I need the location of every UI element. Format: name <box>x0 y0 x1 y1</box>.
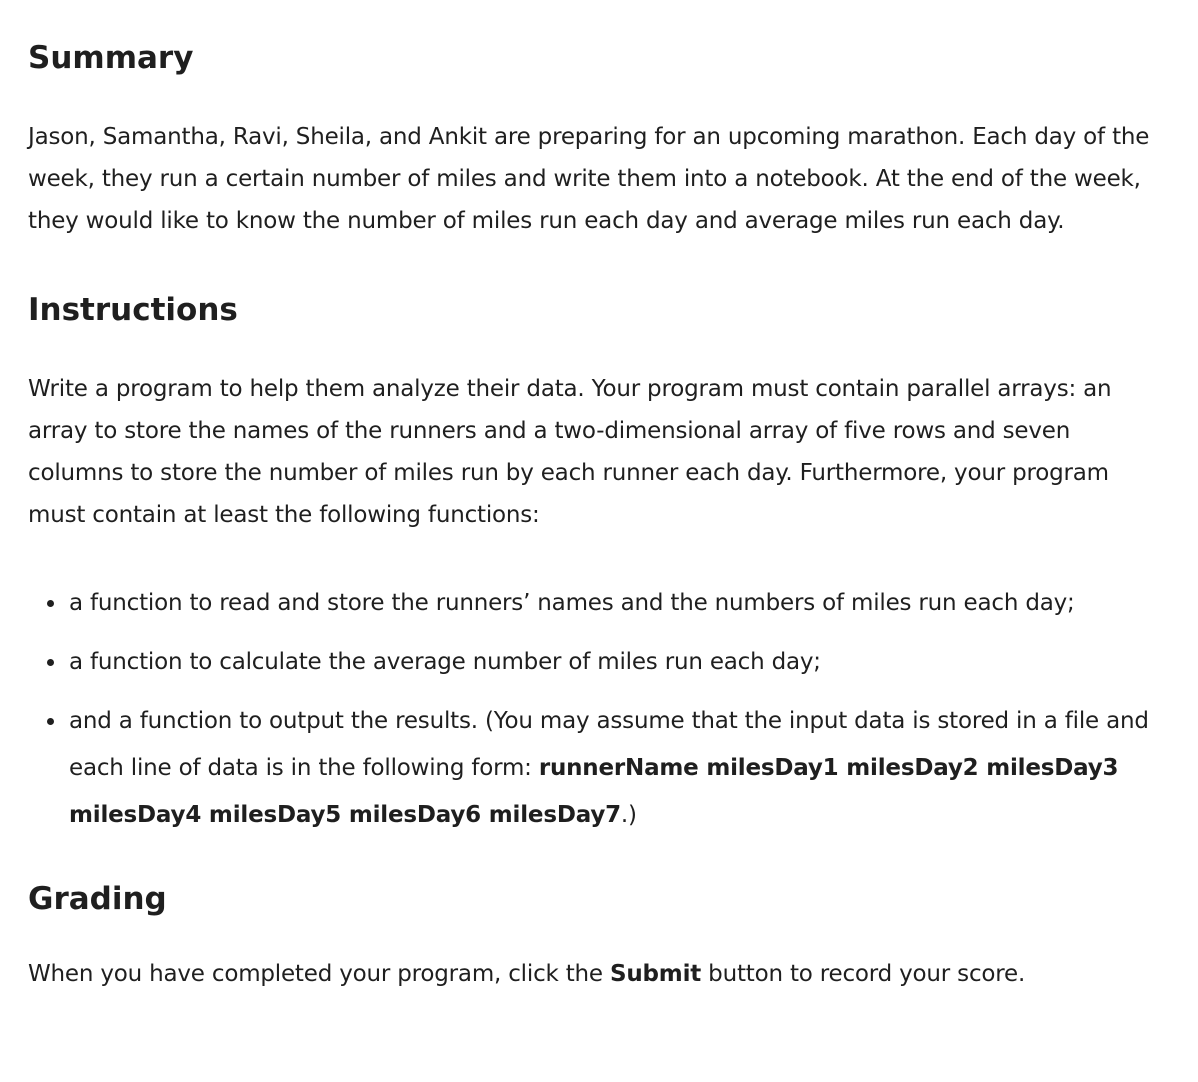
list-item: a function to read and store the runners’ names and the numbers of miles run each day; <box>69 580 1170 627</box>
instructions-text: Write a program to help them analyze their data. Your program must contain parallel arrays: an array to store the names of the runners and a two-dimensional array of five rows and seven columns to store the number of miles run by each runner each day. Furthermore, your program must contain at least the following functions: <box>28 376 1112 528</box>
summary-text: Jason, Samantha, Ravi, Sheila, and Ankit are preparing for an upcoming marathon. Each day of the week, they run a certain number of miles and write them into a notebook. At the end of the week, they would like to know the number of miles run each day and average miles run each day. <box>28 124 1150 234</box>
grading-text-end: button to record your score. <box>701 961 1026 987</box>
input-format: runnerName milesDay1 milesDay2 milesDay3 milesDay4 milesDay5 milesDay6 milesDay7 <box>69 755 1119 828</box>
list-item <box>69 698 1170 839</box>
submit-reference: Submit <box>610 961 702 987</box>
instructions-heading: Instructions <box>28 292 238 328</box>
summary-heading: Summary <box>28 40 194 76</box>
list-item-text-end: .) <box>620 802 637 828</box>
list-item-text: and a function to output the results. (You may assume that the input data is stored in a file and each line of data is in the following form: <box>69 708 1149 781</box>
grading-text-start: When you have completed your program, click the <box>28 961 610 987</box>
grading-text <box>28 953 1170 995</box>
grading-heading: Grading <box>28 881 167 917</box>
list-item: a function to calculate the average number of miles run each day; <box>69 639 1170 686</box>
function-list <box>28 580 1170 839</box>
